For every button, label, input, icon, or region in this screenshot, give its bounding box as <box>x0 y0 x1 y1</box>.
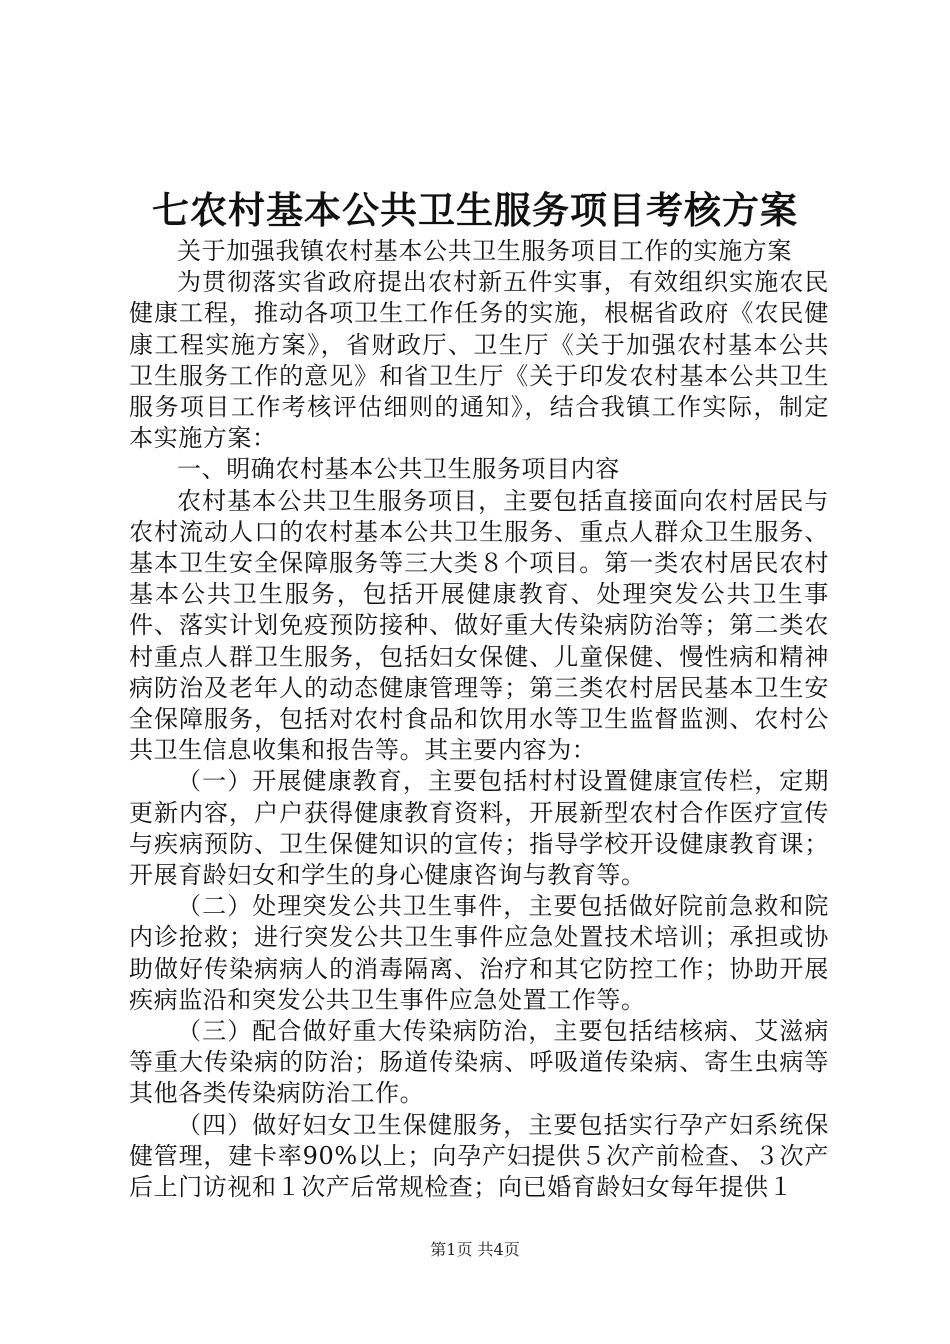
document-title: 七农村基本公共卫生服务项目考核方案 <box>152 188 798 232</box>
document-body <box>129 236 829 1203</box>
paragraph-item-1: （一）开展健康教育，主要包括村村设置健康宣传栏，定期更新内容，户户获得健康教育资料，开展新型农村合作医疗宣传与疾病预防、卫生保健知识的宣传；指导学校开设健康教育课；开展育龄妇女和学生的身心健康咨询与教育等。 <box>129 767 829 890</box>
section-heading: 一、明确农村基本公共卫生服务项目内容 <box>177 455 620 484</box>
paragraph-item-3: （三）配合做好重大传染病防治，主要包括结核病、艾滋病等重大传染病的防治；肠道传染病、呼吸道传染病、寄生虫病等其他各类传染病防治工作。 <box>129 1017 829 1108</box>
page-number-footer: 第1页 共4页 <box>430 1240 520 1259</box>
paragraph-subtitle: 关于加强我镇农村基本公共卫生服务项目工作的实施方案 <box>177 237 792 265</box>
paragraph-item-2: （二）处理突发公共卫生事件，主要包括做好院前急救和院内诊抢救；进行突发公共卫生事件应急处置技术培训；承担或协助做好传染病病人的消毒隔离、治疗和其它防控工作；协助开展疾病监沿和突发公共卫生事件应急处置工作等。 <box>129 892 829 1014</box>
paragraph-intro: 为贯彻落实省政府提出农村新五件实事，有效组织实施农民健康工程，推动各项卫生工作任务的实施，根椐省政府《农民健康工程实施方案》，省财政厅、卫生厅《关于加强农村基本公共卫生服务工作的意见》和省卫生厅《关于印发农村基本公共卫生服务项目工作考核评估细则的通知》，结合我镇工作实际，制定本实施方案： <box>129 268 829 453</box>
paragraph-overview: 农村基本公共卫生服务项目，主要包括直接面向农村居民与农村流动人口的农村基本公共卫生服务、重点人群众卫生服务、基本卫生安全保障服务等三大类８个项目。第一类农村居民农村基本公共卫生服务，包括开展健康教育、处理突发公共卫生事件、落实计划免疫预防接种、做好重大传染病防治等；第二类农村重点人群卫生服务，包括妇女保健、儿童保健、慢性病和精神病防治及老年人的动态健康管理等；第三类农村居民基本卫生安全保障服务，包括对农村食品和饮用水等卫生监督监测、农村公共卫生信息收集和报告等。其主要内容为： <box>129 486 829 765</box>
paragraph-item-4: （四）做好妇女卫生保健服务，主要包括实行孕产妇系统保健管理，建卡率90%以上；向孕产妇提供５次产前检查、３次产后上门访视和１次产后常规检查；向已婚育龄妇女每年提供１ <box>129 1110 829 1202</box>
